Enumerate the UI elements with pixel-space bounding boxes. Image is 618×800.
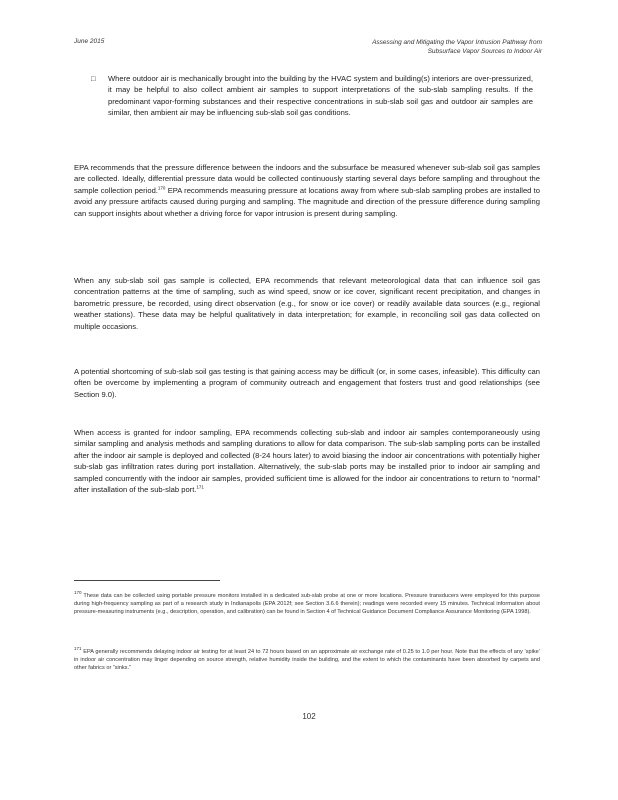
paragraph-access-shortcoming: A potential shortcoming of sub-slab soil gas testing is that gaining access may be difficult (or, in some cases, infeasible). This difficulty can often be overcome by implementing a program of community outreach and engagement that fosters trust and good relationships (see Section 9.0). (74, 367, 540, 399)
bullet-marker: □ (91, 74, 96, 83)
paragraph-text: EPA recommends that the pressure difference between the indoors and the subsurface be measured whenever sub-slab soil gas samples are collected. Ideally, differential pressure data would be collected continuously starting several days before sampling and throughout the sample collection period. (74, 163, 540, 195)
header-title (292, 38, 542, 56)
header-date: June 2015 (74, 38, 105, 45)
footnote-number: 171 (74, 646, 82, 652)
footnote-ref[interactable]: 171 (196, 484, 204, 490)
footnote (74, 592, 540, 617)
footnote-number: 170 (74, 590, 82, 596)
footnote-text: These data can be collected using portable pressure monitors installed in a dedicated sub-slab probe at one or more locations. Pressure transducers were employed for this purpose during high-frequency sampling as part of a research study in Indianapolis (EPA 2012f; see Section 3.6.6 therein); readings were recorded every 15 minutes. Technical information about pressure-measuring instruments (e.g., description, operation, and calibration) can be found in Section 4 of Technical Guidance Document Compliance Assurance Monitoring (EPA 1998). (74, 593, 541, 616)
paragraph-indoor-sampling (74, 427, 540, 495)
bullet-text: Where outdoor air is mechanically brought into the building by the HVAC system and building(s) interiors are over-pressurized, it may be helpful to also collect ambient air samples to support interpretations of the sub-slab sampling results. If the predominant vapor-forming substances and their respective concentrations in sub-slab soil gas and outdoor air samples are similar, then ambient air may be influencing sub-slab soil gas conditions. (108, 74, 533, 118)
paragraph-text: EPA recommends measuring pressure at locations away from where sub-slab sampling probes are installed to avoid any pressure artifacts caused during purging and sampling. The magnitude and direction of the pressure difference during sampling can support insights about whether a driving force for vapor intrusion is present during sampling. (74, 185, 540, 218)
page-number: 102 (302, 712, 316, 721)
footnote (74, 648, 540, 673)
paragraph-pressure-difference (74, 162, 540, 219)
paragraph-text: When access is granted for indoor sampling, EPA recommends collecting sub-slab and indoor air samples contemporaneously using similar sampling and analysis methods and sampling durations to allow for data comparison. The sub-slab sampling ports can be installed after the indoor air sample is deployed and collected (8-24 hours later) to avoid biasing the indoor air concentrations with potentially higher sub-slab gas infiltration rates during port installation. Alternatively, the sub-slab ports may be installed prior to indoor air sampling and sampled concurrently with the indoor air samples, provided sufficient time is allowed for the indoor air concentrations to return to “normal” after installation of the sub-slab port. (74, 428, 540, 495)
header-title-line2: Subsurface Vapor Sources to Indoor Air (427, 48, 542, 55)
footnote-separator (74, 580, 220, 581)
paragraph-meteorological-data: When any sub-slab soil gas sample is collected, EPA recommends that relevant meteorological data that can influence soil gas concentration patterns at the time of sampling, such as wind speed, snow or ice cover, significant recent precipitation, and changes in barometric pressure, be recorded, using direct observation (e.g., for snow or ice cover) or readily available data sources (e.g., regional weather stations). These data may be helpful qualitatively in data interpretation; for example, in reconciling soil gas data collected on multiple occasions. (74, 276, 540, 331)
footnote-ref[interactable]: 170 (157, 185, 166, 191)
footnote-text: EPA generally recommends delaying indoor air testing for at least 24 to 72 hours based on an approximate air exchange rate of 0.25 to 1.0 per hour. Note that the effects of any ‘spike’ in indoor air concentration may linger depending on source strength, relative humidity inside the building, and the extent to which the contaminants have been absorbed by carpets and other fabrics or “sinks.” (74, 649, 540, 672)
header-title-line1: Assessing and Mitigating the Vapor Intrusion Pathway from (372, 39, 542, 46)
